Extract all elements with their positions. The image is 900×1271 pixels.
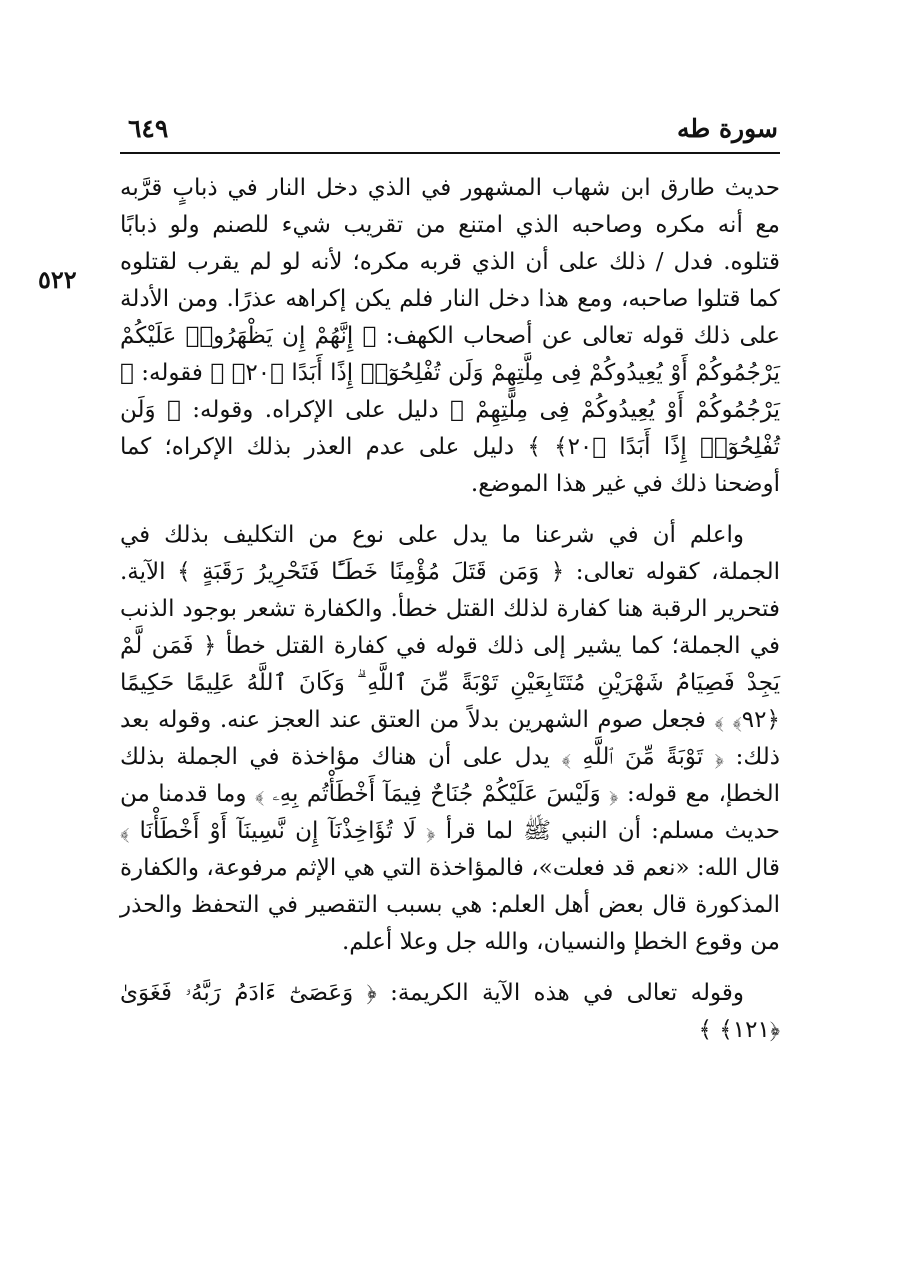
margin-page-reference: ٥٢٢ [38,265,77,294]
paragraph-gap [120,503,780,517]
paragraph-1: حديث طارق ابن شهاب المشهور في الذي دخل النار في ذبابٍ قرَّبه مع أنه مكره وصاحبه الذي امتنع من تقريب شيء للصنم ولو ذبابًا قتلوه. فدل / ذلك على أن الذي قربه مكره؛ لأنه لو لم يقرب لقتلوه كما قتلوا صاحبه، ومع هذا دخل النار فلم يكن إكراهه عذرًا. ومن الأدلة على ذلك قوله تعالى عن أصحاب الكهف: ﴿ إِنَّهُمْ إِن يَظْهَرُوا۟ عَلَيْكُمْ يَرْجُمُوكُمْ أَوْ يُعِيدُوكُمْ فِى مِلَّتِهِمْ وَلَن تُفْلِحُوٓا۟ إِذًا أَبَدًا ﴿٢٠﴾ ﴾ فقوله: ﴿ يَرْجُمُوكُمْ أَوْ يُعِيدُوكُمْ فِى مِلَّتِهِمْ ﴾ دليل على الإكراه. وقوله: ﴿ وَلَن تُفْلِحُوٓا۟ إِذًا أَبَدًا ﴿٢٠﴾ ﴾ دليل على عدم العذر بذلك الإكراه؛ كما أوضحنا ذلك في غير هذا الموضع. [120,175,781,497]
paragraph-2: واعلم أن في شرعنا ما يدل على نوع من التكليف بذلك في الجملة، كقوله تعالى: ﴿ وَمَن قَتَلَ مُؤْمِنًا خَطَـًٔا فَتَحْرِيرُ رَقَبَةٍ ﴾ الآية. فتحرير الرقبة هنا كفارة لذلك القتل خطأ. والكفارة تشعر بوجود الذنب في الجملة؛ كما يشير إلى ذلك قوله في كفارة القتل خطأ ﴿ فَمَن لَّمْ يَجِدْ فَصِيَامُ شَهْرَيْنِ مُتَتَابِعَيْنِ تَوْبَةً مِّنَ ٱللَّهِ ۗ وَكَانَ ٱللَّهُ عَلِيمًا حَكِيمًا ﴿٩٢﴾ ﴾ فجعل صوم الشهرين بدلاً من العتق عند العجز عنه. وقوله بعد ذلك: ﴿ تَوْبَةً مِّنَ ٱللَّهِ ﴾ يدل على أن هناك مؤاخذة في الجملة بذلك الخطإ، مع قوله: ﴿ وَلَيْسَ عَلَيْكُمْ جُنَاحٌ فِيمَآ أَخْطَأْتُم بِهِۦ ﴾ وما قدمنا من حديث مسلم: أن النبي ﷺ لما قرأ ﴿ لَا تُؤَاخِذْنَآ إِن نَّسِينَآ أَوْ أَخْطَأْنَا ﴾ قال الله: «نعم قد فعلت»، فالمؤاخذة التي هي الإثم مرفوعة، والكفارة المذكورة قال بعض أهل العلم: هي بسبب التقصير في التحفظ والحذر من وقوع الخطإ والنسيان، والله جل وعلا أعلم. [120,522,780,955]
page-header [120,108,780,154]
page-number: ٦٤٩ [128,114,169,143]
paragraph-3: وقوله تعالى في هذه الآية الكريمة: ﴿ وَعَصَىٰٓ ءَادَمُ رَبَّهُۥ فَغَوَىٰ ﴿١٢١﴾ ﴾ [120,980,780,1043]
surah-title: سورة طه [676,114,778,143]
paragraph-gap [120,961,780,975]
page-body [120,170,780,1049]
